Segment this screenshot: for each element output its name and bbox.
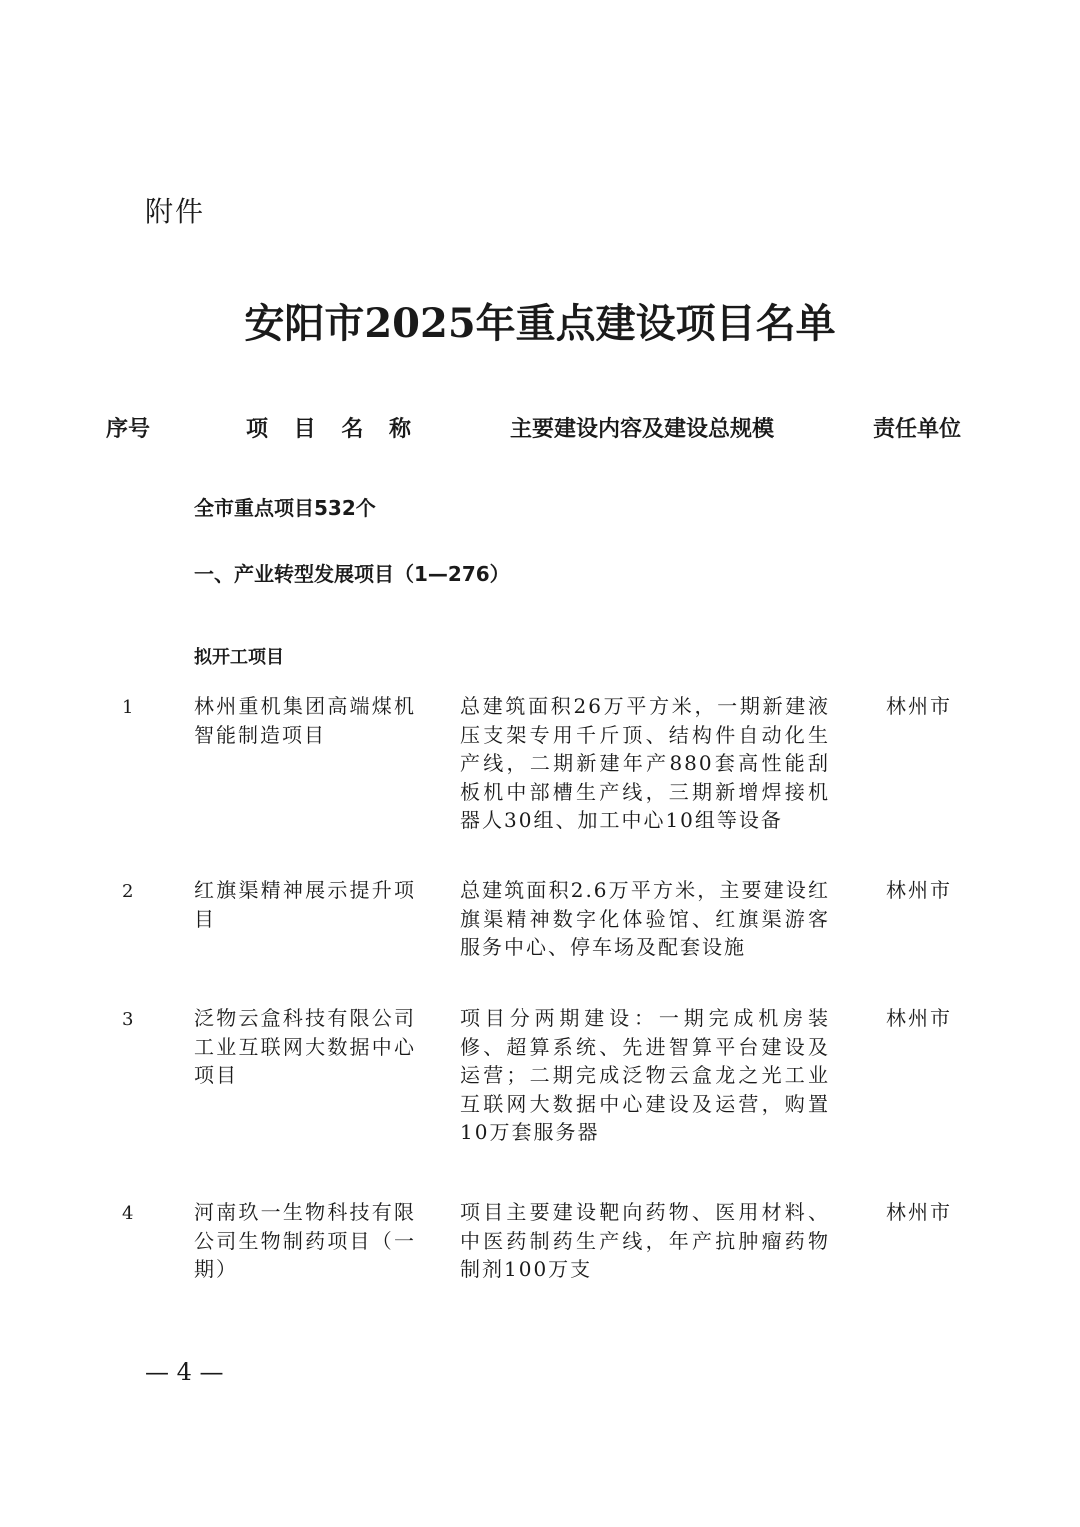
row-seq: 4 — [122, 1203, 134, 1224]
row-project-content: 总建筑面积2.6万平方米，主要建设红旗渠精神数字化体验馆、红旗渠游客服务中心、停车场及配套设施 — [460, 878, 830, 959]
row-project-content: 项目分两期建设：一期完成机房装修、超算系统、先进智算平台建设及运营；二期完成泛物云盒龙之光工业互联网大数据中心建设及运营，购置10万套服务器 — [460, 1006, 830, 1144]
row-project-name: 红旗渠精神展示提升项目 — [194, 878, 416, 931]
row-project-name: 泛物云盒科技有限公司工业互联网大数据中心项目 — [194, 1006, 416, 1087]
row-responsible-unit: 林州市 — [886, 694, 952, 718]
category-heading: 一、产业转型发展项目（1—276） — [194, 562, 510, 586]
row-responsible-unit: 林州市 — [886, 1200, 952, 1224]
row-project-name: 林州重机集团高端煤机智能制造项目 — [194, 694, 416, 747]
row-seq: 1 — [122, 697, 134, 718]
subcategory-heading: 拟开工项目 — [194, 647, 284, 668]
column-header-name: 项 目 名 称 — [246, 417, 420, 442]
row-project-content: 总建筑面积26万平方米，一期新建液压支架专用千斤顶、结构件自动化生产线，二期新建年产880套高性能刮板机中部槽生产线，三期新增焊接机器人30组、加工中心10组等设备 — [460, 694, 830, 832]
row-project-name: 河南玖一生物科技有限公司生物制药项目（一期） — [194, 1200, 416, 1281]
page-number: — 4 — — [145, 1358, 224, 1386]
column-header-seq: 序号 — [106, 417, 151, 442]
attachment-label: 附件 — [145, 195, 206, 228]
column-header-content: 主要建设内容及建设总规模 — [510, 417, 775, 442]
row-seq: 2 — [122, 881, 134, 902]
row-seq: 3 — [122, 1009, 134, 1030]
document-title: 安阳市2025年重点建设项目名单 — [244, 300, 836, 347]
column-header-unit: 责任单位 — [873, 417, 962, 442]
total-projects-line: 全市重点项目532个 — [194, 496, 376, 520]
row-project-content: 项目主要建设靶向药物、医用材料、中医药制药生产线，年产抗肿瘤药物制剂100万支 — [460, 1200, 830, 1281]
row-responsible-unit: 林州市 — [886, 1006, 952, 1030]
row-responsible-unit: 林州市 — [886, 878, 952, 902]
